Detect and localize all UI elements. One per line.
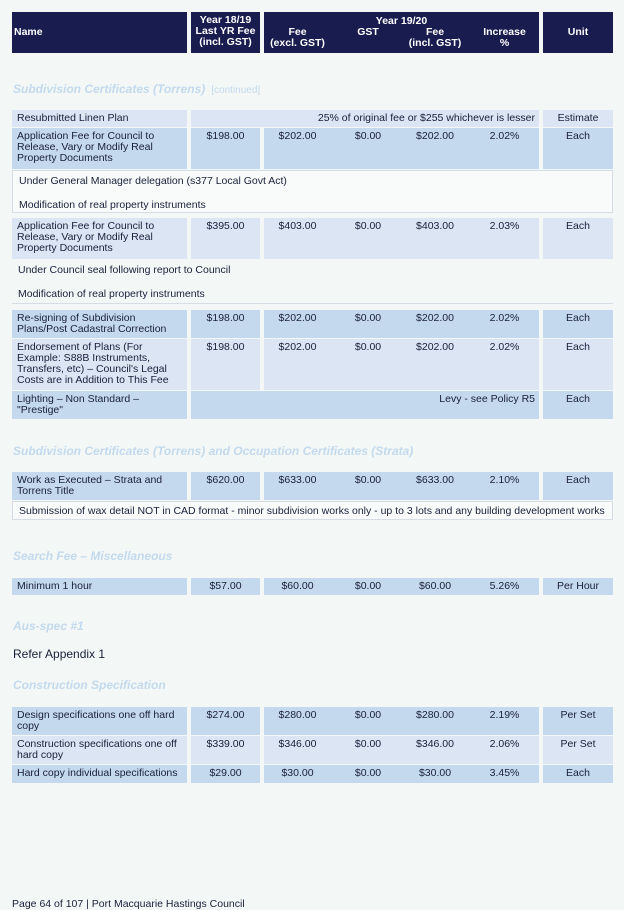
row-search-unit: Per Hour — [543, 578, 613, 595]
row-endorse-unit: Each — [543, 339, 613, 390]
row-app2-unit: Each — [543, 218, 613, 259]
row-app1-notes: Under General Manager delegation (s377 Local Govt Act) Modification of real property instruments — [12, 170, 613, 213]
header-gst: GST — [357, 26, 379, 38]
row-wae-last: $620.00 — [191, 472, 260, 500]
divider — [12, 303, 613, 304]
header-unit: Unit — [543, 12, 613, 53]
row-hard-fees: $30.00 $0.00 $30.00 3.45% — [264, 765, 539, 783]
row-hard-name: Hard copy individual specifications — [12, 765, 187, 783]
section-title-occupation: Subdivision Certificates (Torrens) and Occupation Certificates (Strata) — [13, 444, 414, 458]
header-year-19-20: Year 19/20 Fee (excl. GST) GST Fee (incl. GST) Increase % — [264, 12, 539, 53]
row-app1-last: $198.00 — [191, 128, 260, 169]
row-resign-unit: Each — [543, 310, 613, 338]
row-light-unit: Each — [543, 391, 613, 419]
row-app1-unit: Each — [543, 128, 613, 169]
row-wae-unit: Each — [543, 472, 613, 500]
row-hard-last: $29.00 — [191, 765, 260, 783]
section-title-aus-spec: Aus-spec #1 — [13, 619, 84, 633]
row-constr-fees: $346.00 $0.00 $346.00 2.06% — [264, 736, 539, 764]
header-last-yr-fee: Year 18/19 Last YR Fee (incl. GST) — [191, 12, 260, 53]
row-resign-name: Re-signing of Subdivision Plans/Post Cadastral Correction — [12, 310, 187, 338]
row-search-name: Minimum 1 hour — [12, 578, 187, 595]
row-resign-last: $198.00 — [191, 310, 260, 338]
page-footer: Page 64 of 107 | Port Macquarie Hastings Council — [12, 898, 245, 910]
header-fee-incl: Fee (incl. GST) — [408, 26, 462, 49]
row-app1-fees: $202.00 $0.00 $202.00 2.02% — [264, 128, 539, 169]
row-endorse-name: Endorsement of Plans (For Example: S88B Instruments, Transfers, etc) – Council's Legal Costs are in Addition to This Fee — [12, 339, 187, 390]
row-constr-name: Construction specifications one off hard copy — [12, 736, 187, 764]
header-name: Name — [12, 12, 187, 53]
row-design-unit: Per Set — [543, 707, 613, 735]
row-light-name: Lighting – Non Standard – "Prestige" — [12, 391, 187, 419]
row-app2-notes: Under Council seal following report to Council Modification of real property instruments — [18, 264, 231, 300]
section-title-construction: Construction Specification — [13, 678, 166, 692]
row-app1-name: Application Fee for Council to Release, Vary or Modify Real Property Documents — [12, 128, 187, 169]
row-constr-last: $339.00 — [191, 736, 260, 764]
row-app2-name: Application Fee for Council to Release, Vary or Modify Real Property Documents — [12, 218, 187, 259]
section-title-search-fee: Search Fee – Miscellaneous — [13, 549, 173, 563]
aus-spec-text: Refer Appendix 1 — [13, 647, 106, 661]
row-app2-last: $395.00 — [191, 218, 260, 259]
header-increase: Increase % — [483, 26, 526, 49]
row-linen-note: 25% of original fee or $255 whichever is lesser — [191, 110, 539, 127]
row-wae-note: Submission of wax detail NOT in CAD format - minor subdivision works only - up to 3 lots and any building development works — [12, 501, 613, 520]
row-design-last: $274.00 — [191, 707, 260, 735]
header-fee-excl: Fee (excl. GST) — [270, 26, 325, 49]
row-resign-fees: $202.00 $0.00 $202.00 2.02% — [264, 310, 539, 338]
row-app2-fees: $403.00 $0.00 $403.00 2.03% — [264, 218, 539, 259]
row-search-fees: $60.00 $0.00 $60.00 5.26% — [264, 578, 539, 595]
row-endorse-fees: $202.00 $0.00 $202.00 2.02% — [264, 339, 539, 390]
row-endorse-last: $198.00 — [191, 339, 260, 390]
row-linen-name: Resubmitted Linen Plan — [12, 110, 187, 127]
row-wae-name: Work as Executed – Strata and Torrens Title — [12, 472, 187, 500]
row-light-note: Levy - see Policy R5 — [191, 391, 539, 419]
row-search-last: $57.00 — [191, 578, 260, 595]
row-design-fees: $280.00 $0.00 $280.00 2.19% — [264, 707, 539, 735]
row-design-name: Design specifications one off hard copy — [12, 707, 187, 735]
section-title-subdivision: Subdivision Certificates (Torrens) [continued] — [13, 82, 261, 96]
row-hard-unit: Each — [543, 765, 613, 783]
row-linen-unit: Estimate — [543, 110, 613, 127]
row-constr-unit: Per Set — [543, 736, 613, 764]
row-wae-fees: $633.00 $0.00 $633.00 2.10% — [264, 472, 539, 500]
